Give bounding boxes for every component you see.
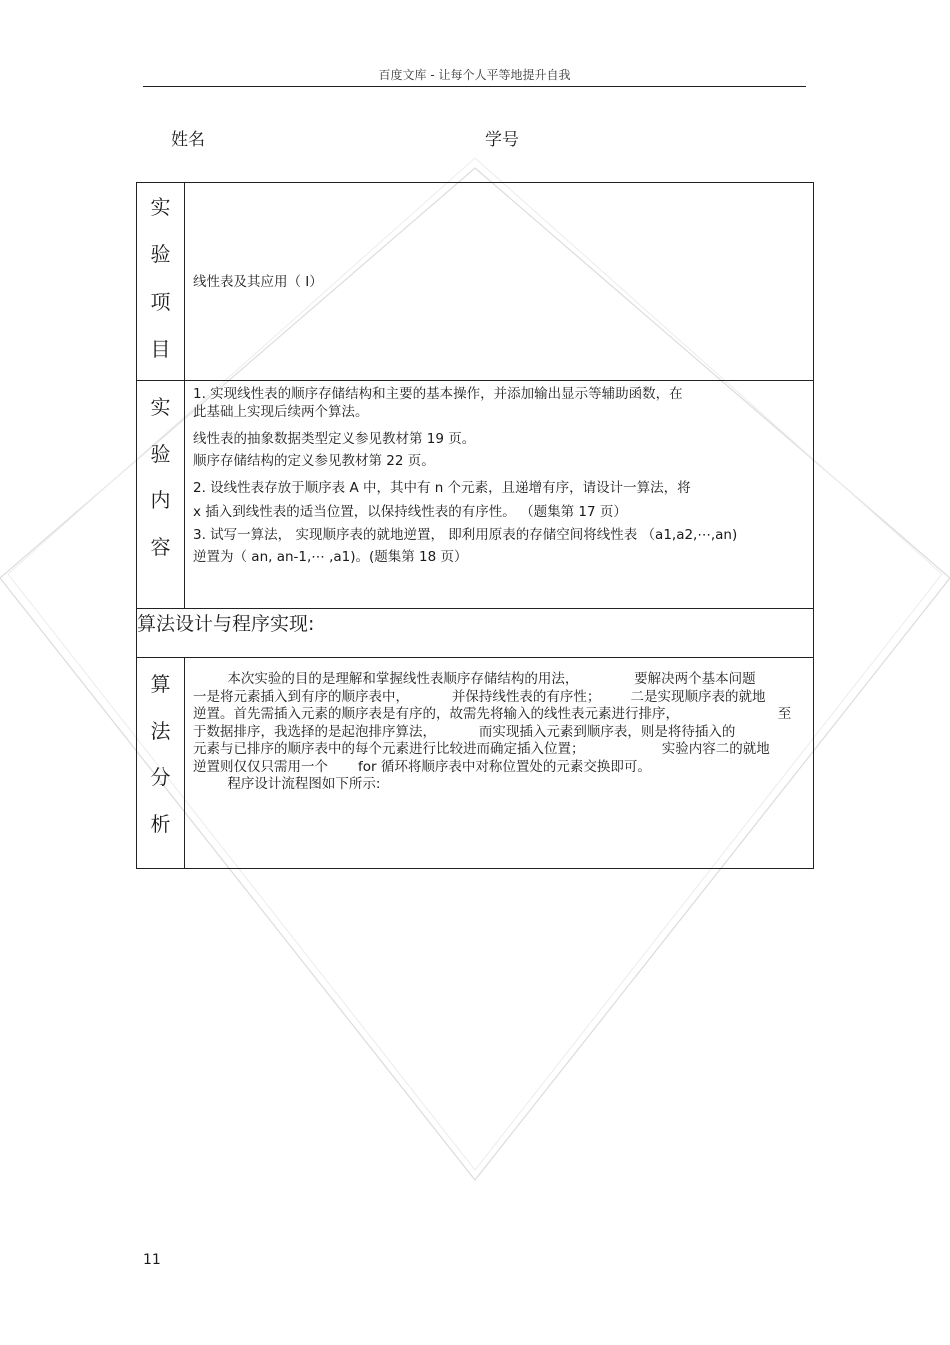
content-label bbox=[137, 381, 184, 557]
analysis-text-cell bbox=[185, 658, 814, 869]
section-title: 算法设计与程序实现: bbox=[137, 609, 814, 658]
label-char: 验 bbox=[150, 441, 171, 466]
label-char: 算 bbox=[150, 672, 171, 696]
content-line: 3. 试写一算法， 实现顺序表的就地逆置， 即利用原表的存储空间将线性表 （a1,a2,⋯,an) bbox=[193, 527, 738, 544]
label-char: 析 bbox=[150, 811, 171, 836]
project-title: 线性表及其应用（ I） bbox=[193, 273, 323, 290]
header-rule bbox=[143, 86, 806, 87]
content-line: 顺序存储结构的定义参见教材第 22 页。 bbox=[193, 452, 435, 469]
content-line: 此基础上实现后续两个算法。 bbox=[193, 403, 369, 420]
content-row bbox=[137, 381, 814, 609]
content-line: x 插入到线性表的适当位置，以保持线性表的有序性。 （题集第 17 页） bbox=[193, 503, 627, 520]
analysis-line: 于数据排序，我选择的是起泡排序算法， 而实现插入元素到顺序表，则是将待插入的 bbox=[193, 723, 736, 740]
analysis-row bbox=[137, 658, 814, 869]
content-line: 逆置为（ an, an-1,⋯ ,a1)。(题集第 18 页） bbox=[193, 548, 468, 565]
content-text-cell bbox=[185, 381, 814, 609]
project-content-cell bbox=[185, 183, 814, 381]
label-char: 实 bbox=[150, 195, 171, 219]
label-char: 法 bbox=[150, 718, 171, 743]
content-line: 1. 实现线性表的顺序存储结构和主要的基本操作，并添加输出显示等辅助函数，在 bbox=[193, 386, 683, 402]
analysis-line: 程序设计流程图如下所示: bbox=[193, 776, 381, 793]
analysis-line: 逆置。首先需插入元素的顺序表是有序的，故需先将输入的线性表元素进行排序， 至 bbox=[193, 706, 792, 723]
analysis-line: 一是将元素插入到有序的顺序表中， 并保持线性表的有序性； 二是实现顺序表的就地 bbox=[193, 688, 766, 705]
project-label-cell bbox=[137, 183, 185, 381]
analysis-line: 本次实验的目的是理解和掌握线性表顺序存储结构的用法， 要解决两个基本问题 bbox=[193, 671, 756, 687]
analysis-line: 逆置则仅仅只需用一个 for 循环将顺序表中对称位置处的元素交换即可。 bbox=[193, 758, 651, 775]
project-row bbox=[137, 183, 814, 381]
label-char: 目 bbox=[150, 336, 171, 361]
label-char: 内 bbox=[150, 488, 171, 513]
analysis-line: 元素与已排序的顺序表中的每个元素进行比较进而确定插入位置； 实验内容二的就地 bbox=[193, 741, 770, 758]
label-char: 项 bbox=[150, 289, 171, 314]
page-number: 11 bbox=[143, 1252, 161, 1268]
content-label-cell bbox=[137, 381, 185, 609]
section-row bbox=[137, 609, 814, 658]
label-char: 验 bbox=[150, 242, 171, 267]
analysis-label bbox=[137, 658, 184, 834]
project-label bbox=[137, 183, 184, 359]
name-label: 姓名 bbox=[171, 130, 205, 150]
label-char: 实 bbox=[150, 395, 171, 419]
experiment-table bbox=[136, 182, 814, 869]
content-line: 线性表的抽象数据类型定义参见教材第 19 页。 bbox=[193, 431, 476, 448]
page-header: 百度文库 - 让每个人平等地提升自我 bbox=[378, 68, 571, 82]
label-char: 分 bbox=[150, 765, 171, 790]
student-id-label: 学号 bbox=[485, 130, 519, 150]
content-line: 2. 设线性表存放于顺序表 A 中，其中有 n 个元素，且递增有序，请设计一算法，将 bbox=[193, 480, 691, 497]
label-char: 容 bbox=[150, 534, 171, 559]
analysis-label-cell bbox=[137, 658, 185, 869]
